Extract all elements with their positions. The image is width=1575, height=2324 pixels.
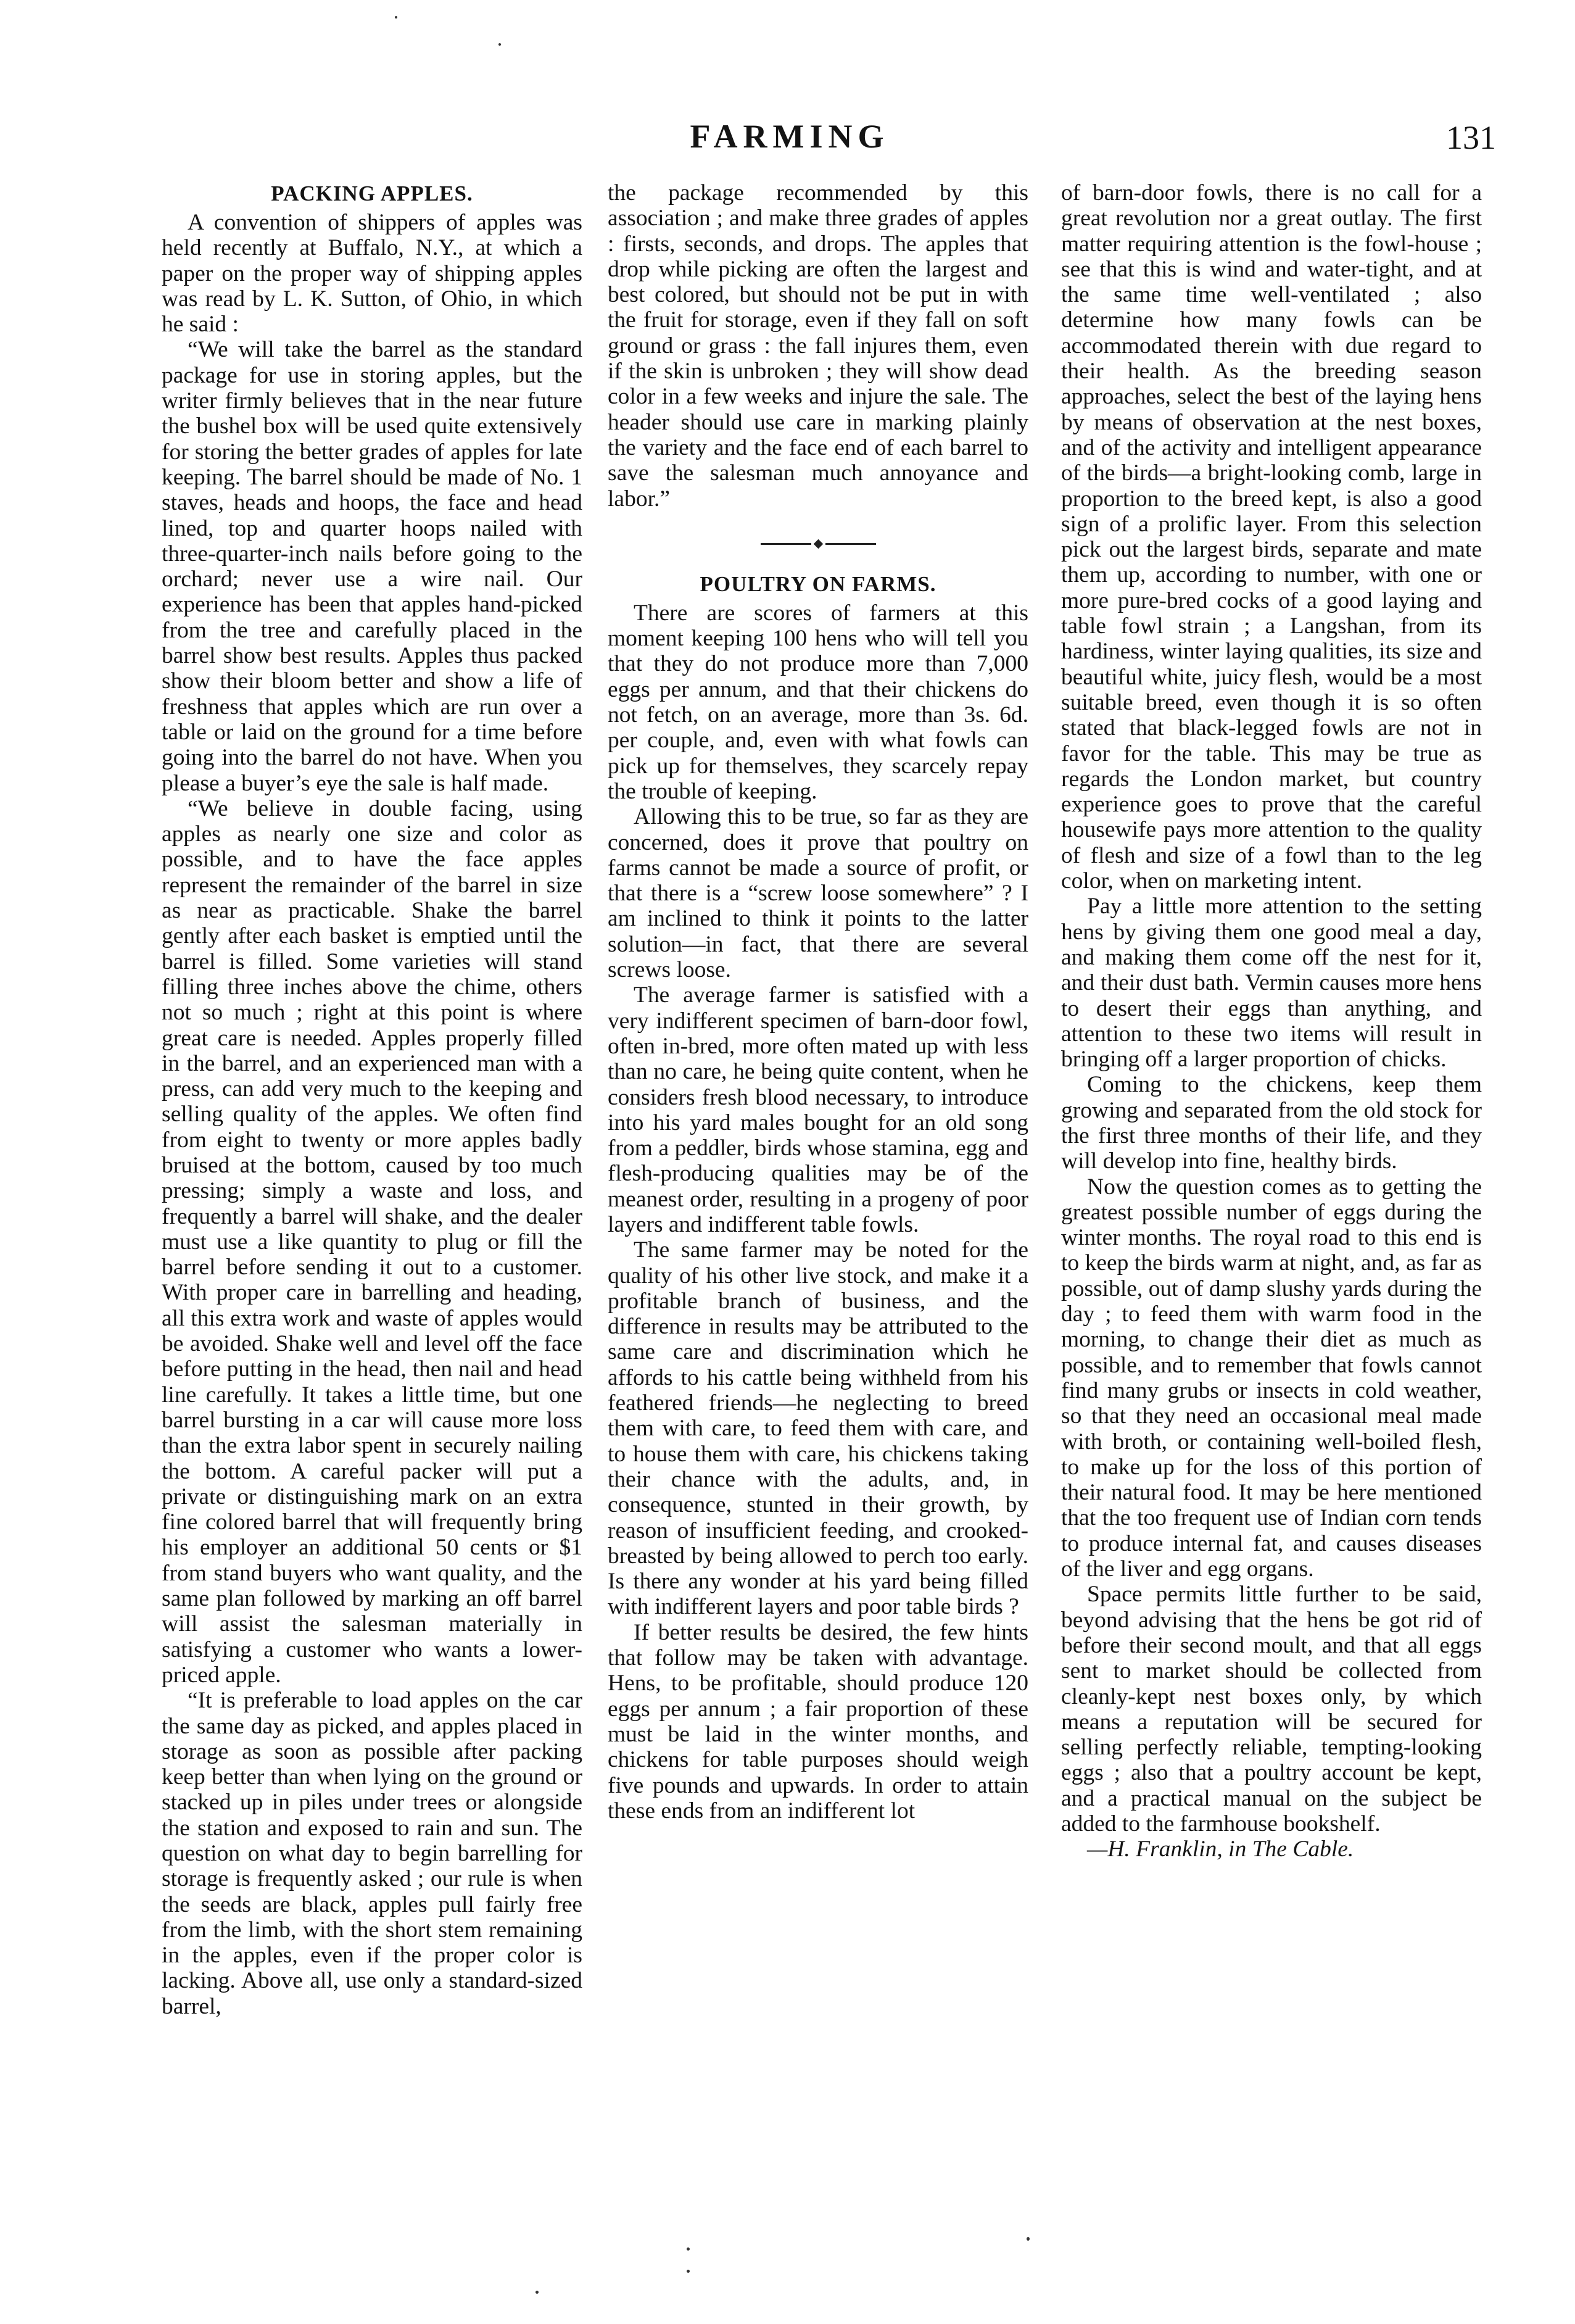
paragraph: Pay a little more attention to the setting hens by giving them one good meal a day, and making them come off the nest for it, and their dust bath. Vermin causes more hens to desert their eggs than anything, and attention to these two items will result in bringing off a larger proportion of chicks. bbox=[1061, 894, 1482, 1073]
paragraph: A convention of shippers of apples was held recently at Buffalo, N.Y., at which a paper on the proper way of shipping apples was read by L. K. Sutton, of Ohio, in which he said : bbox=[162, 210, 582, 338]
column-3 bbox=[1061, 180, 1482, 2204]
scan-speck bbox=[687, 2247, 690, 2251]
paragraph: There are scores of farmers at this moment keeping 100 hens who will tell you that they do not produce more than 7,000 eggs per annum, and that their chickens do not fetch, on an average, more than 3s. 6d. per couple, and, even with what fowls can pick up for themselves, they scarcely repay the trouble of keeping. bbox=[608, 600, 1028, 804]
paragraph-part-1: If better results be desired, the few hints that follow may be taken with advantage. Hens, to be profitable, should produce 120 eggs per annum ; a fair proportion of these must be laid in the winter months, and chickens for table purposes should weigh five pounds and upwards. In order to attain these ends from an indifferent lot bbox=[608, 1619, 1028, 1824]
paragraph-part-2: the package recommended by this association ; and make three grades of apples : firsts, seconds, and drops. The apples that drop while picking are often the largest and best colored, but should not be put in with the fruit for storage, even if they fall on soft ground or grass : the fall injures them, even if the skin is unbroken ; they will show dead color in a few weeks and injure the sale. The header should use care in marking plainly the variety and the face end of each barrel to save the salesman much annoyance and labor.” bbox=[608, 180, 1028, 512]
paragraph: “We believe in double facing, using apples as nearly one size and color as possible, and to have the face apples represent the remainder of the barrel in size as near as practicable. Shake the barrel gently after each basket is emptied until the barrel is filled. Some varieties will stand filling three inches above the chime, others not so much ; right at this point is where great care is needed. Apples properly filled in the barrel, and an experienced man with a press, can add very much to the keeping and selling quality of the apples. We often find from eight to twenty or more apples badly bruised at the bottom, caused by too much pressing; simply a waste and loss, and frequently a barrel will shake, and the dealer must use a like quantity to plug or fill the barrel before sending it out to a customer. With proper care in barrelling and heading, all this extra work and waste of apples would be avoided. Shake well and level off the face before putting in the head, then nail and head line carefully. It takes a little time, but one barrel bursting in a car will cause more loss than the extra labor spent in securely nailing the bottom. A careful packer will put a private or distinguishing mark on an extra fine colored barrel that will frequently bring his employer an additional 50 cents or $1 from stand buyers who want quality, and the same plan followed by marking an off barrel will assist the salesman materially in satisfying a customer who wants a lower-priced apple. bbox=[162, 795, 582, 1688]
scan-speck bbox=[687, 2270, 690, 2273]
divider-rule bbox=[825, 543, 876, 545]
paragraph: Space permits little further to be said, beyond advising that the hens be got rid of before their second moult, and that all eggs sent to market should be collected from cleanly-kept nest boxes only, by which means a reputation will be secured for selling perfectly reliable, tempting-looking eggs ; also that a poultry account be kept, and a practical manual on the subject be added to the farmhouse bookshelf. bbox=[1061, 1582, 1482, 1836]
running-title: FARMING bbox=[690, 118, 890, 155]
column-1 bbox=[162, 180, 582, 2204]
scan-speck bbox=[535, 2291, 539, 2294]
scan-speck bbox=[498, 43, 501, 46]
paragraph: Now the question comes as to getting the greatest possible number of eggs during the winter months. The royal road to this end is to keep the birds warm at night, and, as far as possible, out of damp slushy yards during the day ; to feed them with warm food in the morning, to change their diet as much as possible, and to remember that fowls cannot find many grubs or insects in cold weather, so that they need an occasional meal made with broth, or containing well-boiled flesh, to make up for the loss of this portion of their natural food. It may be here mentioned that the too frequent use of Indian corn tends to produce internal fat, and causes diseases of the liver and egg organs. bbox=[1061, 1174, 1482, 1582]
running-head bbox=[0, 117, 1575, 160]
divider-rule bbox=[761, 543, 811, 545]
section-divider bbox=[608, 529, 1028, 560]
paragraph: Allowing this to be true, so far as they are concerned, does it prove that poultry on farms cannot be made a source of profit, or that there is a “screw loose somewhere” ? I am inclined to think it points to the latter solution—in fact, that there are several screws loose. bbox=[608, 804, 1028, 983]
paragraph: Coming to the chickens, keep them growing and separated from the old stock for the first three months of their life, and they will develop into fine, healthy birds. bbox=[1061, 1072, 1482, 1174]
scan-speck bbox=[395, 16, 397, 19]
column-2 bbox=[608, 180, 1028, 2204]
scan-speck bbox=[1027, 2237, 1030, 2241]
paragraph-part-2: of barn-door fowls, there is no call for a great revolution nor a great outlay. The first matter requiring attention is the fowl-house ; see that this is wind and water-tight, and at the same time well-ventilated ; also determine how many fowls can be accommodated therein with due regard to their health. As the breeding season approaches, select the best of the laying hens by means of observation at the nest boxes, and of the activity and intelligent appearance of the birds—a bright-looking comb, large in proportion to the breed kept, is also a good sign of a prolific layer. From this selection pick out the largest birds, separate and mate them up, according to number, with one or more pure-bred cocks of a good laying and table fowl strain ; a Langshan, from its hardiness, winter laying qualities, its size and beautiful white, juicy flesh, would be a most suitable breed, even though it is so often stated that black-legged fowls are not in favor for the table. This may be true as regards the London market, but country experience goes to prove that the careful housewife pays more attention to the quality of flesh and size of a fowl than to the leg color, when on marketing intent. bbox=[1061, 180, 1482, 894]
page-number: 131 bbox=[1446, 119, 1496, 156]
paragraph: “We will take the barrel as the standard package for use in storing apples, but the writer firmly believes that in the near future the bushel box will be used quite extensively for storing the better grades of apples for late keeping. The barrel should be made of No. 1 staves, heads and hoops, the face and head lined, top and quarter hoops nailed with three-quarter-inch nails before going to the orchard; never use a wire nail. Our experience has been that apples hand-picked from the tree and carefully placed in the barrel show best results. Apples thus packed show their bloom better and show a life of freshness that apples which are run over a table or laid on the ground for a time before going into the barrel do not have. When you please a buyer’s eye the sale is half made. bbox=[162, 337, 582, 796]
paragraph: The same farmer may be noted for the quality of his other live stock, and make it a profitable branch of business, and the difference in results may be attributed to the same care and discrimination which he affords to his cattle being withheld from his feathered friends—he neglecting to breed them with care, to feed them with care, and to house them with care, his chickens taking their chance with the adults, and, in consequence, stunted in their growth, by reason of insufficient feeding, and crooked-breasted by being allowed to perch too early. Is there any wonder at his yard being filled with indifferent layers and poor table birds ? bbox=[608, 1237, 1028, 1620]
paragraph-part-1: “It is preferable to load apples on the car the same day as picked, and apples placed in storage as soon as possible after packing keep better than when lying on the ground or stacked up in piles under trees or alongside the station and exposed to rain and sun. The question on what day to begin barrelling for storage is frequently asked ; our rule is when the seeds are black, apples pull fairly free from the limb, with the short stem remaining in the apples, even if the proper color is lacking. Above all, use only a standard-sized barrel, bbox=[162, 1688, 582, 2019]
divider-ornament bbox=[813, 539, 823, 549]
article-title-packing-apples: PACKING APPLES. bbox=[271, 181, 473, 205]
article-signature: —H. Franklin, in The Cable. bbox=[1087, 1836, 1354, 1862]
article-title-poultry-on-farms: POULTRY ON FARMS. bbox=[700, 571, 936, 596]
paragraph: The average farmer is satisfied with a very indifferent specimen of barn-door fowl, often in-bred, more often mated up with less than no care, he being quite content, when he considers fresh blood necessary, to introduce into his yard males bought for an old song from a peddler, birds whose stamina, egg and flesh-producing qualities may be of the meanest order, resulting in a progeny of poor layers and indifferent table fowls. bbox=[608, 982, 1028, 1237]
